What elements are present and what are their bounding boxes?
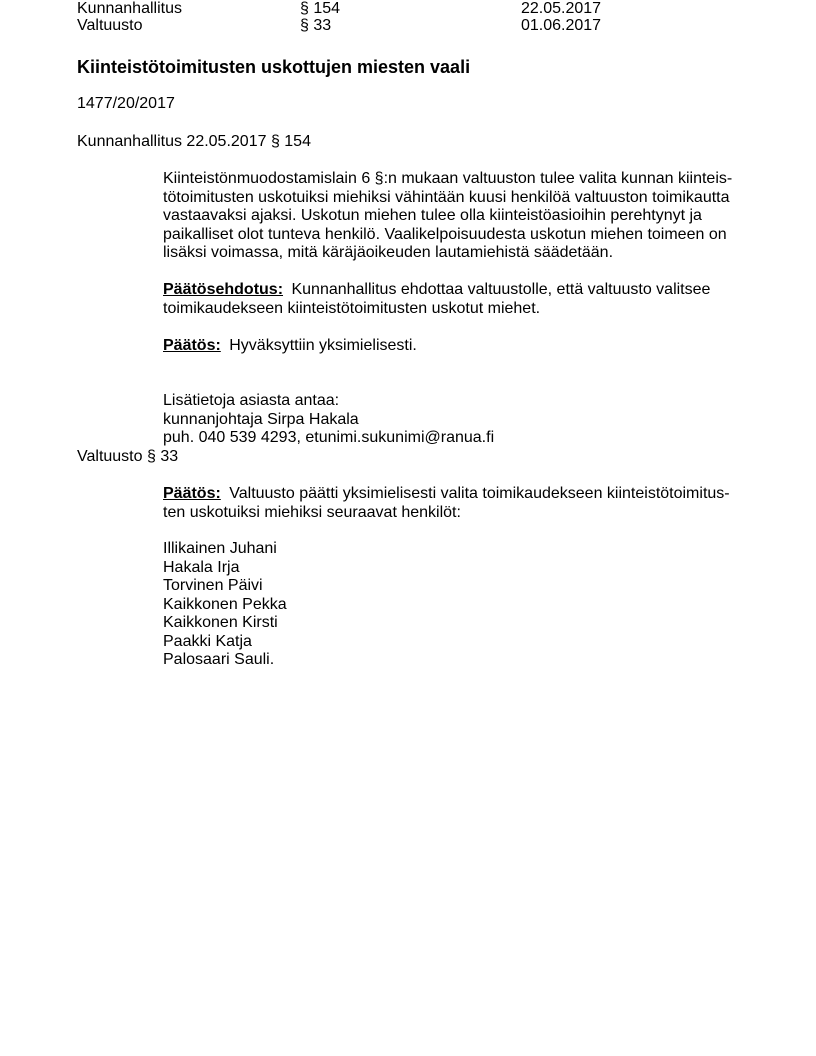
decision-label: Päätös: [163, 337, 221, 354]
proposal-label: Päätösehdotus: [163, 281, 284, 298]
council-heading: Valtuusto § 33 [77, 448, 179, 465]
board-decision-paragraph [163, 337, 743, 356]
header-section: § 33 [300, 17, 332, 34]
header-body: Kunnanhallitus [77, 0, 182, 17]
decision-text: ten uskotuiksi miehiksi seuraavat henkilöt: [163, 503, 461, 521]
header-row-board [0, 0, 816, 18]
elected-list [163, 540, 743, 670]
paragraph-line: tötoimitusten uskotuiksi miehiksi vähintään kuusi henkilöä valtuuston toimikautta [163, 188, 730, 206]
elected-person: Paakki Katja [163, 632, 252, 650]
board-heading: Kunnanhallitus 22.05.2017 § 154 [77, 133, 311, 150]
contact-line: kunnanjohtaja Sirpa Hakala [163, 410, 359, 428]
elected-person: Palosaari Sauli. [163, 651, 275, 668]
paragraph-line: vastaavaksi ajaksi. Uskotun miehen tulee olla kiinteistöasioihin perehtynyt ja [163, 207, 702, 224]
header-body: Valtuusto [77, 17, 143, 34]
contact-line: Lisätietoja asiasta antaa: [163, 392, 340, 409]
background-paragraph [163, 170, 743, 263]
contact-block [163, 392, 743, 448]
paragraph-line: paikalliset olot tunteva henkilö. Vaalikelpoisuudesta uskotun miehen toimeen on [163, 225, 727, 243]
decision-text: Valtuusto päätti yksimielisesti valita toimikaudekseen kiinteistötoimitus- [229, 485, 730, 502]
decision-label: Päätös: [163, 485, 221, 502]
paragraph-line: Kiinteistönmuodostamislain 6 §:n mukaan valtuuston tulee valita kunnan kiinteis- [163, 170, 733, 187]
elected-person: Torvinen Päivi [163, 577, 263, 594]
case-number: 1477/20/2017 [77, 95, 175, 112]
header-section: § 154 [300, 0, 341, 17]
proposal-text: toimikaudekseen kiinteistötoimitusten uskotut miehet. [163, 299, 541, 317]
elected-person: Illikainen Juhani [163, 540, 277, 557]
header-date: 01.06.2017 [521, 17, 602, 34]
elected-person: Kaikkonen Pekka [163, 595, 287, 613]
paragraph-line: lisäksi voimassa, mitä käräjäoikeuden lautamiehistä säädetään. [163, 244, 614, 261]
elected-person: Hakala Irja [163, 558, 240, 576]
header-date: 22.05.2017 [521, 0, 602, 17]
document-title: Kiinteistötoimitusten uskottujen miesten vaali [77, 57, 471, 77]
proposal-paragraph [163, 281, 743, 318]
contact-line: puh. 040 539 4293, etunimi.sukunimi@ranua.fi [163, 429, 495, 446]
header-row-council [0, 17, 816, 35]
council-decision-paragraph [163, 485, 743, 522]
decision-text: Hyväksyttiin yksimielisesti. [229, 337, 417, 354]
proposal-text: Kunnanhallitus ehdottaa valtuustolle, että valtuusto valitsee [291, 281, 711, 298]
elected-person: Kaikkonen Kirsti [163, 614, 278, 631]
